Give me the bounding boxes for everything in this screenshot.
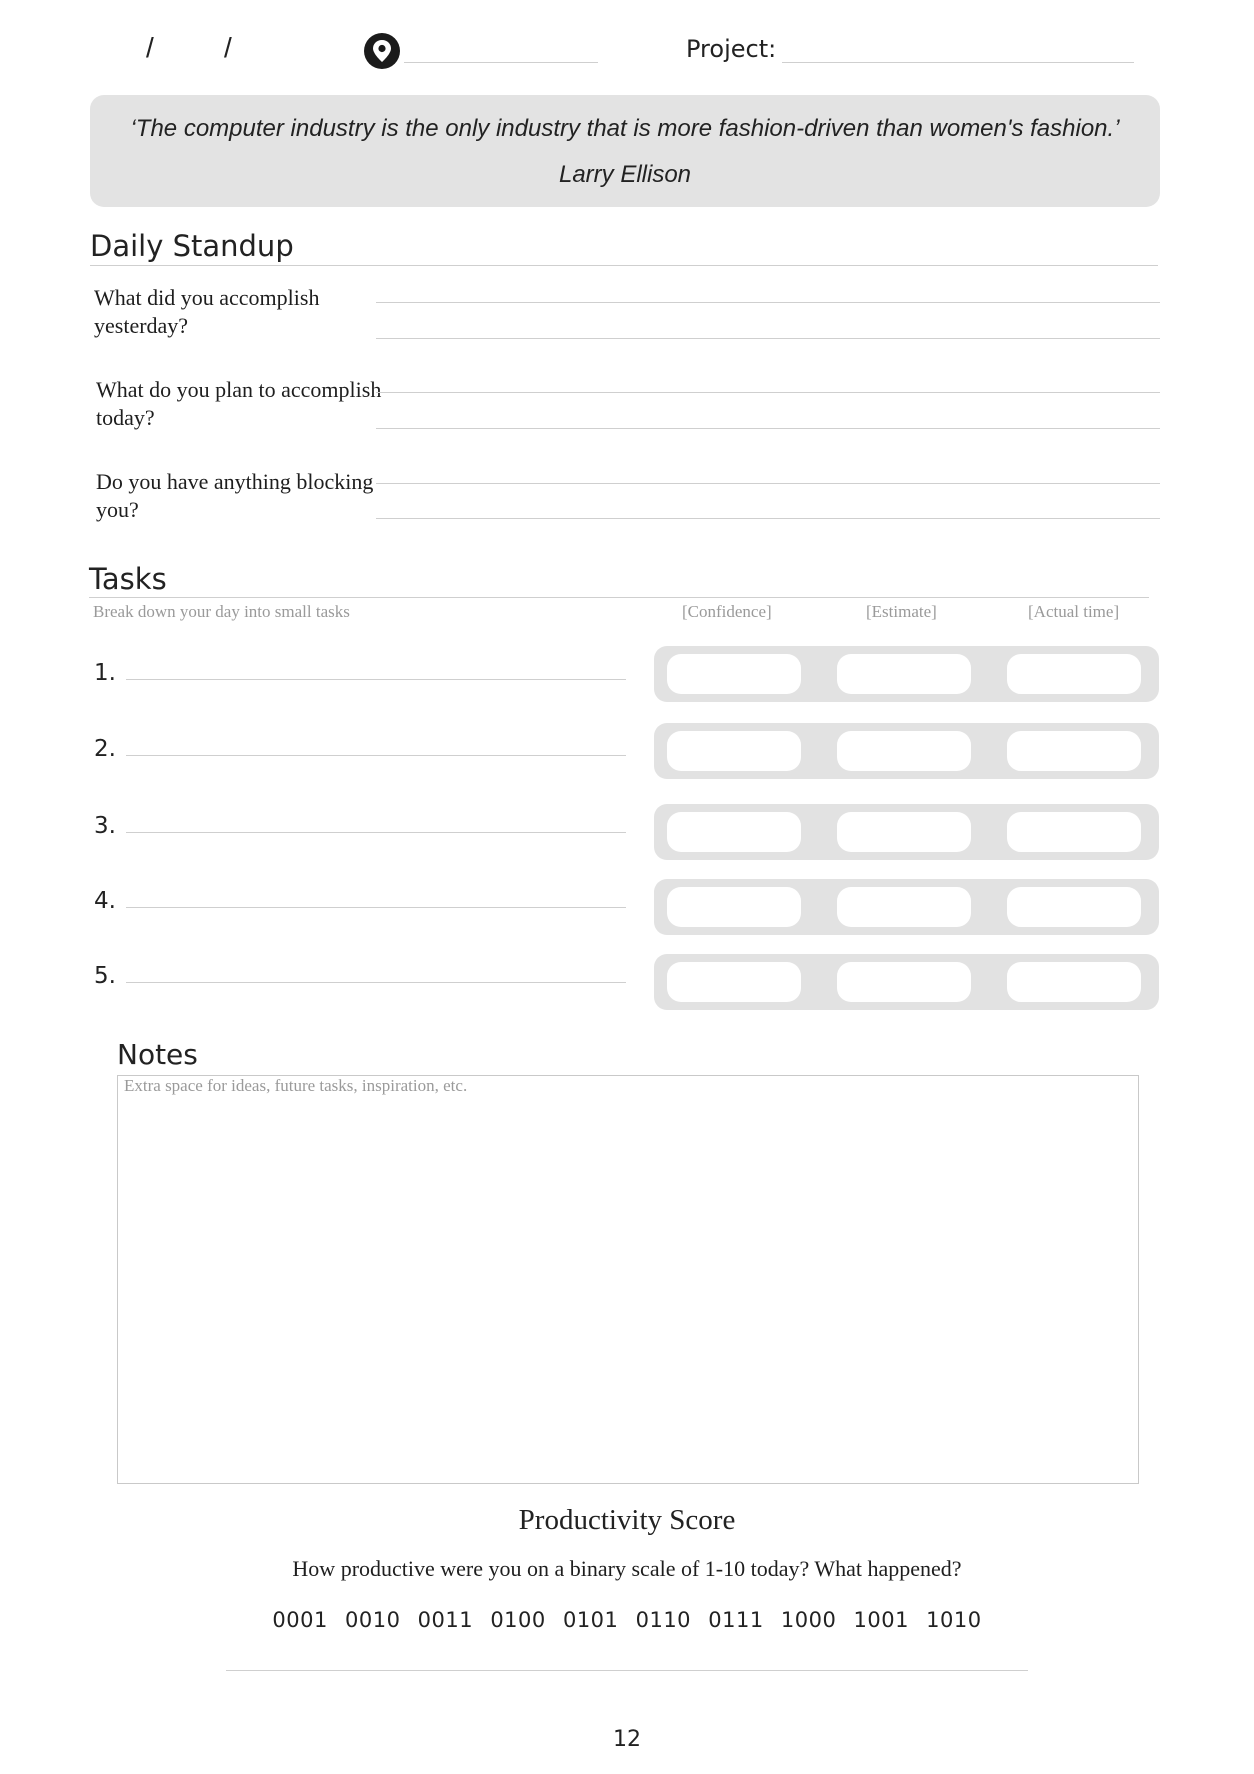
scale-option[interactable]: 0101 — [562, 1608, 619, 1632]
estimate-field[interactable] — [837, 962, 971, 1002]
column-header-estimate: [Estimate] — [866, 602, 937, 621]
page-number: 12 — [613, 1727, 641, 1752]
confidence-field[interactable] — [667, 887, 801, 927]
section-rule — [89, 597, 1149, 598]
scale-option[interactable]: 1001 — [853, 1608, 909, 1632]
estimate-field[interactable] — [837, 654, 971, 694]
actual-time-field[interactable] — [1007, 887, 1141, 927]
task-metrics — [654, 723, 1159, 779]
task-input-line[interactable] — [126, 679, 626, 680]
section-rule — [90, 265, 1158, 266]
actual-time-field[interactable] — [1007, 654, 1141, 694]
scale-option[interactable]: 0001 — [272, 1608, 328, 1632]
column-header-confidence: [Confidence] — [682, 602, 772, 621]
scale-option[interactable]: 0100 — [490, 1608, 546, 1632]
notes-area[interactable] — [117, 1075, 1139, 1484]
location-input-line[interactable] — [404, 62, 598, 63]
task-number: 3. — [94, 813, 116, 839]
task-input-line[interactable] — [126, 907, 626, 908]
scale-option[interactable]: 0111 — [708, 1608, 764, 1632]
estimate-field[interactable] — [837, 887, 971, 927]
tasks-hint: Break down your day into small tasks — [93, 602, 350, 621]
task-metrics — [654, 646, 1159, 702]
answer-line[interactable] — [376, 302, 1160, 303]
answer-line[interactable] — [376, 483, 1160, 484]
task-number: 2. — [94, 736, 116, 762]
actual-time-field[interactable] — [1007, 812, 1141, 852]
task-metrics — [654, 879, 1159, 935]
task-number: 1. — [94, 660, 116, 686]
task-metrics — [654, 804, 1159, 860]
notes-title: Notes — [117, 1038, 198, 1071]
standup-title: Daily Standup — [90, 229, 294, 263]
task-metrics — [654, 954, 1159, 1010]
productivity-question: How productive were you on a binary scale of 1-10 today? What happened? — [292, 1556, 962, 1581]
answer-line[interactable] — [376, 518, 1160, 519]
project-input-line[interactable] — [782, 62, 1134, 63]
answer-line[interactable] — [376, 338, 1160, 339]
estimate-field[interactable] — [837, 731, 971, 771]
task-number: 4. — [94, 888, 116, 914]
standup-question-blockers: Do you have anything blocking you? — [96, 469, 374, 522]
standup-question-today: What do you plan to accomplish today? — [96, 377, 382, 430]
tasks-title: Tasks — [89, 562, 167, 596]
quote-text: ‘The computer industry is the only industry that is more fashion-driven than women's fashion.’ — [130, 115, 1120, 142]
binary-scale — [0, 1608, 1254, 1632]
actual-time-field[interactable] — [1007, 962, 1141, 1002]
answer-line[interactable] — [376, 428, 1160, 429]
confidence-field[interactable] — [667, 962, 801, 1002]
task-input-line[interactable] — [126, 982, 626, 983]
quote-author: Larry Ellison — [558, 161, 692, 188]
estimate-field[interactable] — [837, 812, 971, 852]
confidence-field[interactable] — [667, 731, 801, 771]
scale-option[interactable]: 0110 — [635, 1608, 692, 1632]
actual-time-field[interactable] — [1007, 731, 1141, 771]
date-separator: / — [146, 32, 154, 63]
scale-option[interactable]: 0010 — [345, 1608, 401, 1632]
confidence-field[interactable] — [667, 812, 801, 852]
scale-option[interactable]: 1010 — [926, 1608, 982, 1632]
column-header-actual-time: [Actual time] — [1028, 602, 1120, 621]
productivity-answer-line[interactable] — [226, 1670, 1028, 1671]
task-input-line[interactable] — [126, 755, 626, 756]
project-label: Project: — [686, 35, 777, 63]
confidence-field[interactable] — [667, 654, 801, 694]
task-input-line[interactable] — [126, 832, 626, 833]
answer-line[interactable] — [376, 392, 1160, 393]
date-separator: / — [224, 32, 232, 63]
quote-box — [90, 95, 1160, 207]
scale-option[interactable]: 0011 — [417, 1608, 474, 1632]
standup-question-yesterday: What did you accomplish yesterday? — [94, 285, 320, 338]
scale-option[interactable]: 1000 — [780, 1608, 837, 1632]
task-number: 5. — [94, 963, 116, 989]
map-pin-icon — [364, 33, 400, 69]
productivity-title: Productivity Score — [518, 1504, 736, 1536]
notes-placeholder: Extra space for ideas, future tasks, inspiration, etc. — [124, 1076, 468, 1095]
